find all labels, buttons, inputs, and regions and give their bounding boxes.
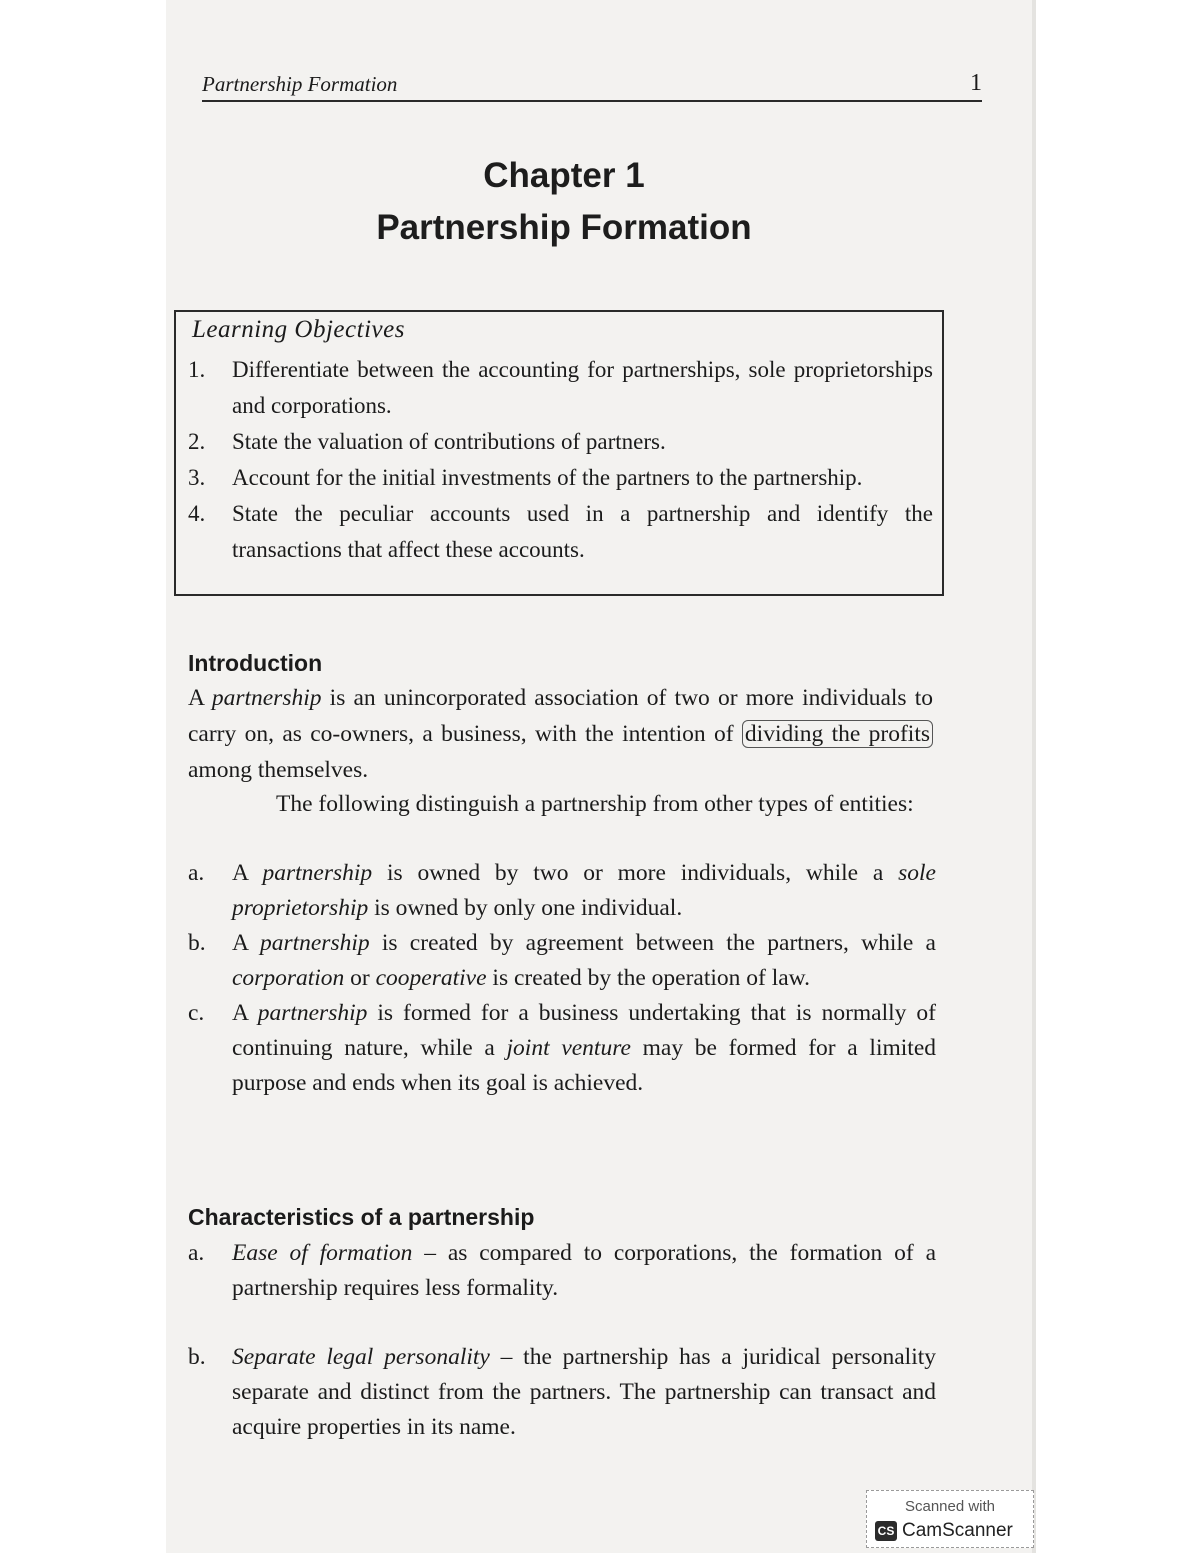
objective-number: 3. (188, 465, 206, 490)
intro-text: among themselves. (188, 757, 369, 783)
italic-term: Ease of formation (232, 1240, 413, 1266)
italic-term: partnership (262, 860, 373, 886)
objective-text: State the peculiar accounts used in a partnership and identify the transactions that affect these accounts. (232, 501, 933, 562)
list-letter: a. (188, 1240, 205, 1266)
introduction-heading: Introduction (188, 650, 323, 676)
distinction-paragraph (188, 786, 933, 822)
learning-objectives-list (188, 352, 933, 568)
objective-number: 4. (188, 501, 206, 526)
learning-objectives-box (174, 310, 944, 596)
objective-text: State the valuation of contributions of partners. (232, 429, 666, 454)
objective-number: 2. (188, 429, 206, 454)
list-letter: c. (188, 1000, 205, 1026)
list-text (232, 856, 936, 926)
watermark-name: CamScanner (902, 1520, 1013, 1541)
page-number: 1 (970, 70, 982, 96)
text-run: A (232, 1000, 258, 1026)
text-run: may be formed for a limited purpose and ends when its goal is achieved. (232, 1035, 936, 1096)
text-run: – the partnership has a juridical personality separate and distinct from the partners. The partnership can transact and acquire properties in its name. (232, 1344, 937, 1440)
running-header (202, 72, 982, 102)
text-run: or (344, 965, 376, 991)
list-text (232, 1340, 936, 1445)
distinction-list (188, 856, 936, 1101)
italic-term: Separate legal personality (232, 1344, 490, 1370)
camscanner-logo-icon: CS (875, 1521, 897, 1541)
characteristic-item (188, 1340, 936, 1445)
italic-term: sole proprietorship (232, 860, 936, 921)
learning-objectives-heading: Learning Objectives (192, 316, 405, 343)
chapter-title: Partnership Formation (376, 208, 752, 247)
camscanner-watermark (866, 1490, 1034, 1548)
intro-text: A (188, 685, 212, 711)
list-text (232, 1236, 936, 1306)
distinction-text: The following distinguish a partnership from other types of entities: (276, 791, 914, 817)
objective-number: 1. (188, 357, 206, 382)
text-run: is created by the operation of law. (486, 965, 810, 991)
text-run: is owned by two or more individuals, while a (372, 860, 899, 886)
objective-item (188, 496, 933, 568)
italic-term: corporation (232, 965, 345, 991)
text-run: is created by agreement between the partners, while a (369, 930, 936, 956)
characteristics-heading: Characteristics of a partnership (188, 1204, 535, 1230)
list-text (232, 996, 936, 1101)
list-letter: b. (188, 1344, 206, 1370)
italic-term: cooperative (375, 965, 487, 991)
list-item (188, 996, 936, 1101)
italic-term: partnership (259, 930, 370, 956)
text-run: A (232, 930, 260, 956)
objective-text: Account for the initial investments of the partners to the partnership. (232, 465, 863, 490)
list-item (188, 1236, 936, 1306)
list-item (188, 926, 936, 996)
text-run: is owned by only one individual. (368, 895, 683, 921)
intro-term: partnership (211, 685, 322, 711)
watermark-brand (875, 1520, 1013, 1542)
watermark-caption: Scanned with (904, 1498, 996, 1515)
objective-item (188, 424, 933, 460)
objective-item (188, 460, 933, 496)
document-page (166, 0, 1036, 1553)
text-run: A (232, 860, 263, 886)
characteristic-item (188, 1236, 936, 1306)
list-item (188, 856, 936, 926)
intro-text: is an unincorporated association of two or more individuals to carry on, as co-owners, a business, with the intention of (188, 685, 933, 747)
chapter-number: Chapter 1 (483, 156, 645, 195)
list-letter: b. (188, 930, 206, 956)
circled-phrase: dividing the profits (742, 720, 933, 748)
objective-text: Differentiate between the accounting for partnerships, sole proprietorships and corporations. (232, 357, 933, 418)
italic-term: partnership (257, 1000, 368, 1026)
introduction-paragraph (188, 680, 933, 788)
list-item (188, 1340, 936, 1445)
italic-term: joint venture (506, 1035, 631, 1061)
list-letter: a. (188, 860, 205, 886)
text-run: – as compared to corporations, the formation of a partnership requires less formality. (232, 1240, 936, 1301)
running-title: Partnership Formation (202, 72, 398, 96)
list-text (232, 926, 936, 996)
text-run: is formed for a business undertaking that is normally of continuing nature, while a (232, 1000, 936, 1061)
objective-item (188, 352, 933, 424)
